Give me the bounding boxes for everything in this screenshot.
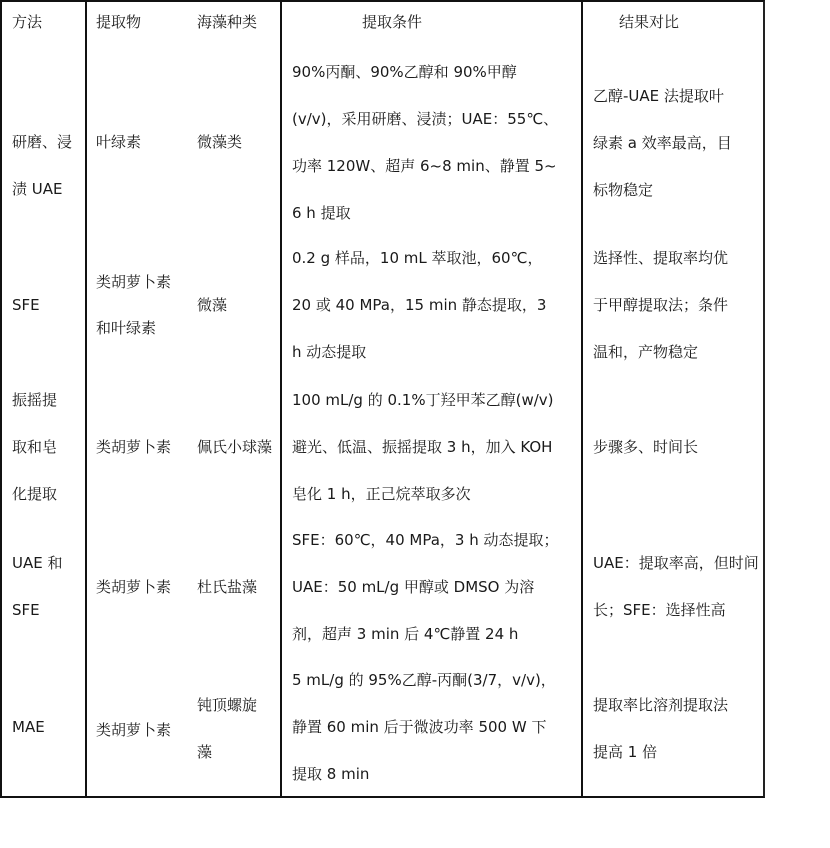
cell-text: 提取 8 min <box>292 765 370 783</box>
cell-text: 佩氏小球藻 <box>197 438 273 456</box>
cell-text: 钝顶螺旋 <box>197 696 258 714</box>
cell-text: 提取率比溶剂提取法 <box>593 696 729 714</box>
cell-text: (v/v)，采用研磨、浸渍；UAE：55℃、 <box>292 110 559 128</box>
cell-text: UAE：50 mL/g 甲醇或 DMSO 为溶 <box>292 578 535 596</box>
cell-text: UAE：提取率高，但时间 <box>593 554 759 572</box>
cell-text: 长；SFE：选择性高 <box>593 601 726 619</box>
cell-text: 杜氏盐藻 <box>197 578 258 596</box>
cell-text: 剂，超声 3 min 后 4℃静置 24 h <box>292 625 519 643</box>
column-header: 提取条件 <box>362 13 423 31</box>
cell-text: 选择性、提取率均优 <box>593 249 729 267</box>
cell-text: 化提取 <box>12 485 58 503</box>
cell-text: 100 mL/g 的 0.1%丁羟甲苯乙醇(w/v) <box>292 391 554 409</box>
cell-text: 取和皂 <box>12 438 58 456</box>
cell-text: 提高 1 倍 <box>593 743 658 761</box>
cell-text: SFE：60℃，40 MPa，3 h 动态提取； <box>292 531 559 549</box>
cell-text: 和叶绿素 <box>96 319 157 337</box>
cell-text: UAE 和 <box>12 554 63 572</box>
cell-text: 静置 60 min 后于微波功率 500 W 下 <box>292 718 547 736</box>
cell-text: 类胡萝卜素 <box>96 578 172 596</box>
column-header: 结果对比 <box>619 13 680 31</box>
cell-text: 避光、低温、振摇提取 3 h，加入 KOH <box>292 438 553 456</box>
cell-text: 90%丙酮、90%乙醇和 90%甲醇 <box>292 63 517 81</box>
cell-text: 6 h 提取 <box>292 204 351 222</box>
cell-text: 标物稳定 <box>593 181 654 199</box>
cell-text: 叶绿素 <box>96 133 142 151</box>
cell-text: 皂化 1 h，正己烷萃取多次 <box>292 485 471 503</box>
column-header: 海藻种类 <box>197 13 258 31</box>
column-divider <box>280 2 282 796</box>
cell-text: 研磨、浸 <box>12 133 73 151</box>
column-divider <box>581 2 583 796</box>
cell-text: 渍 UAE <box>12 180 63 198</box>
cell-text: MAE <box>12 718 45 736</box>
column-header: 方法 <box>12 13 43 31</box>
cell-text: 藻 <box>197 743 213 761</box>
cell-text: 类胡萝卜素 <box>96 273 172 291</box>
cell-text: 于甲醇提取法；条件 <box>593 296 729 314</box>
cell-text: 0.2 g 样品，10 mL 萃取池，60℃， <box>292 249 543 267</box>
cell-text: 5 mL/g 的 95%乙醇-丙酮(3/7，v/v)， <box>292 671 556 689</box>
cell-text: h 动态提取 <box>292 343 367 361</box>
cell-text: 温和，产物稳定 <box>593 343 699 361</box>
cell-text: 绿素 a 效率最高，目 <box>593 134 732 152</box>
cell-text: 类胡萝卜素 <box>96 438 172 456</box>
cell-text: 类胡萝卜素 <box>96 721 172 739</box>
column-divider <box>85 2 87 796</box>
cell-text: 20 或 40 MPa，15 min 静态提取，3 <box>292 296 547 314</box>
cell-text: 振摇提 <box>12 391 58 409</box>
cell-text: SFE <box>12 601 40 619</box>
column-header: 提取物 <box>96 13 142 31</box>
cell-text: 微藻 <box>197 296 228 314</box>
cell-text: 功率 120W、超声 6~8 min、静置 5~ <box>292 157 557 175</box>
cell-text: SFE <box>12 296 40 314</box>
cell-text: 乙醇-UAE 法提取叶 <box>593 87 724 105</box>
cell-text: 步骤多、时间长 <box>593 438 699 456</box>
cell-text: 微藻类 <box>197 133 243 151</box>
